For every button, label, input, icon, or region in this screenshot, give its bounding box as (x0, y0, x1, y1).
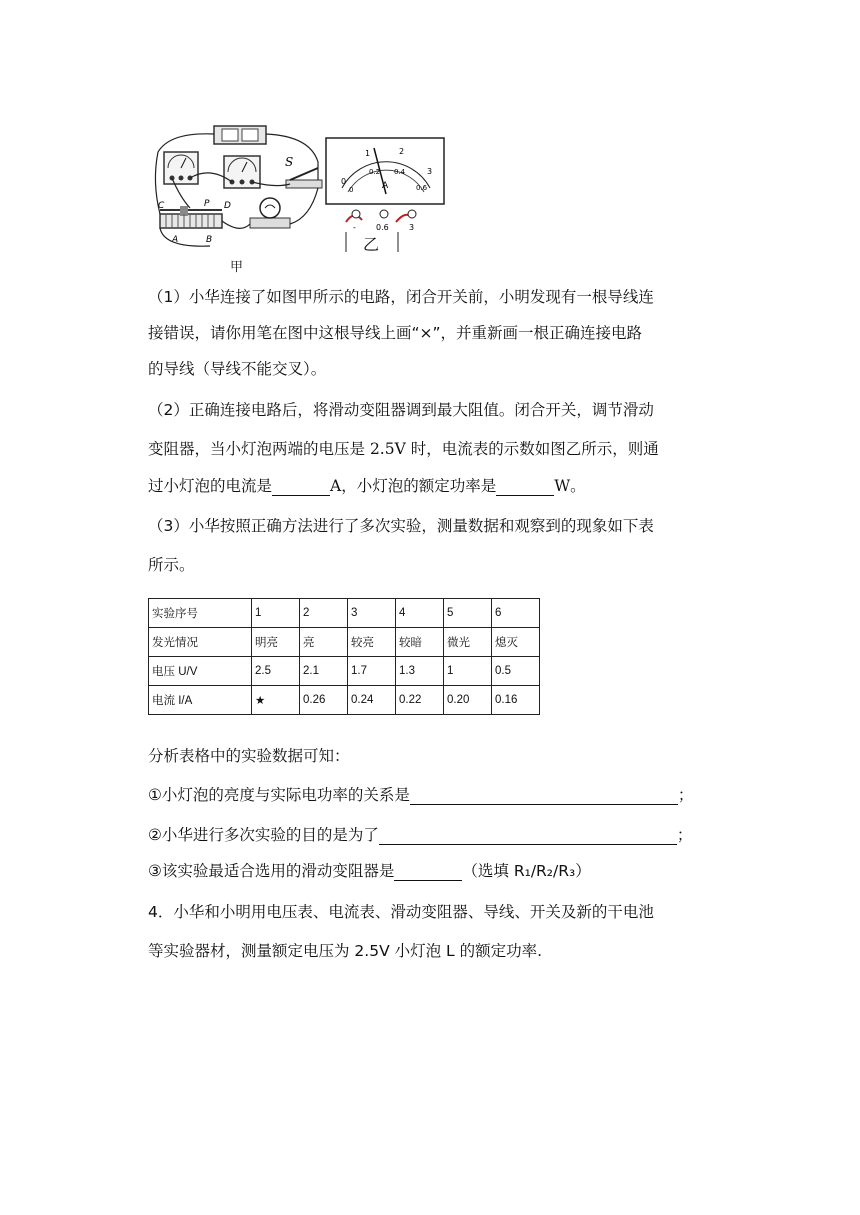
figure-label-jia: 甲 (230, 260, 244, 275)
q2-line1: （2）正确连接电路后，将滑动变阻器调到最大阻值。闭合开关，调节滑动 (148, 401, 654, 419)
meter-unit: A (382, 181, 389, 191)
relation-answer-blank[interactable] (410, 788, 678, 805)
q4-line1: 4．小华和小明用电压表、电流表、滑动变阻器、导线、开关及新的干电池 (148, 903, 654, 921)
table-cell: 5 (444, 599, 492, 628)
table-cell: 4 (396, 599, 444, 628)
table-cell: 2.1 (300, 657, 348, 686)
analysis-item2-text: ②小华进行多次实验的目的是为了 (148, 826, 379, 844)
analysis-item1-end: ； (677, 786, 694, 804)
power-answer-blank[interactable] (496, 479, 554, 496)
rheostat-answer-blank[interactable] (394, 864, 462, 881)
q2-line2-c: 时，电流表的示数如图乙所示，则通 (405, 440, 659, 458)
table-cell: 0.22 (396, 686, 444, 715)
purpose-answer-blank[interactable] (379, 828, 677, 845)
table-cell: 明亮 (252, 628, 300, 657)
analysis-item3-text: ③该实验最适合选用的滑动变阻器是 (148, 862, 395, 880)
q2-line3-e: 。 (570, 477, 586, 495)
q2-line2 (148, 439, 728, 459)
table-cell: 熄灭 (492, 628, 540, 657)
table-row (149, 657, 540, 686)
analysis-item3 (148, 861, 728, 881)
table-cell: 1 (444, 657, 492, 686)
svg-text:C: C (158, 201, 165, 211)
table-cell: 较暗 (396, 628, 444, 657)
table-cell: 3 (348, 599, 396, 628)
table-row (149, 628, 540, 657)
q2-line2-a: 变阻器，当小灯泡两端的电压是 (148, 440, 370, 458)
terminal-neg: - (353, 223, 356, 232)
table-cell: 微光 (444, 628, 492, 657)
voltmeter-icon (164, 152, 198, 184)
meter-tick-1: 1 (365, 149, 371, 158)
meter-tick-b1: 0.2 (369, 168, 381, 176)
terminal-3: 3 (409, 223, 415, 232)
svg-text:S: S (285, 155, 294, 169)
table-row-header: 电流 I/A (149, 686, 252, 715)
table-row (149, 686, 540, 715)
unit-a: A (330, 477, 342, 495)
q2-line3-c: ，小灯泡的额定功率是 (341, 477, 497, 495)
svg-text:P: P (204, 199, 210, 209)
q3-line2: 所示。 (148, 556, 195, 574)
q3-line1: （3）小华按照正确方法进行了多次实验，测量数据和观察到的现象如下表 (148, 517, 654, 535)
table-cell: ★ (252, 686, 300, 715)
analysis-intro: 分析表格中的实验数据可知： (148, 747, 350, 765)
circuit-diagram (150, 122, 450, 272)
meter-tick-3: 3 (427, 167, 433, 176)
table-cell: 6 (492, 599, 540, 628)
unit-w: W (554, 477, 571, 495)
q2-line3-a: 过小灯泡的电流是 (148, 477, 273, 495)
q1-line2: 接错误，请你用笔在图中这根导线上画“×”，并重新画一根正确连接电路 (148, 324, 643, 342)
meter-tick-b0: 0 (349, 186, 354, 194)
current-answer-blank[interactable] (272, 479, 330, 496)
table-cell: 1.3 (396, 657, 444, 686)
q2-voltage-value: 2.5V (369, 440, 406, 458)
svg-text:B: B (206, 235, 213, 245)
analysis-item1 (148, 785, 728, 805)
q1-line3: 的导线（导线不能交叉）。 (148, 360, 327, 378)
analysis-item1-text: ①小灯泡的亮度与实际电功率的关系是 (148, 786, 410, 804)
table-cell: 1.7 (348, 657, 396, 686)
q4-line2: 等实验器材，测量额定电压为 2.5V 小灯泡 L 的额定功率. (148, 942, 543, 960)
svg-text:A: A (172, 235, 179, 245)
table-row-header: 发光情况 (149, 628, 252, 657)
table-cell: 0.24 (348, 686, 396, 715)
bulb-icon (250, 198, 290, 228)
table-cell: 0.20 (444, 686, 492, 715)
table-cell: 1 (252, 599, 300, 628)
table-row-header: 电压 U/V (149, 657, 252, 686)
circuit-figure (150, 122, 450, 275)
table-cell: 2.5 (252, 657, 300, 686)
data-table (148, 598, 540, 715)
table-cell: 2 (300, 599, 348, 628)
q2-line3 (148, 476, 728, 496)
meter-tick-b2: 0.4 (394, 168, 406, 176)
ammeter-dial-figure (326, 138, 444, 252)
meter-tick-0: 0 (341, 177, 347, 186)
table-cell: 0.26 (300, 686, 348, 715)
analysis-item3-end: （选填 R₁/R₂/R₃） (462, 862, 591, 880)
analysis-item2-end: ； (676, 826, 693, 844)
terminal-06: 0.6 (376, 223, 389, 232)
analysis-item2 (148, 825, 728, 845)
switch-icon (286, 168, 322, 188)
svg-text:D: D (224, 201, 231, 211)
table-cell: 0.16 (492, 686, 540, 715)
figure-label-yi: 乙 (363, 235, 380, 254)
meter-tick-2: 2 (399, 147, 405, 156)
q1-line1: （1）小华连接了如图甲所示的电路，闭合开关前，小明发现有一根导线连 (148, 288, 654, 306)
table-cell: 亮 (300, 628, 348, 657)
table-cell: 0.5 (492, 657, 540, 686)
table-cell: 较亮 (348, 628, 396, 657)
table-row-header: 实验序号 (149, 599, 252, 628)
rheostat-icon (160, 206, 222, 228)
meter-tick-b3: 0.6 (416, 184, 428, 192)
table-row (149, 599, 540, 628)
